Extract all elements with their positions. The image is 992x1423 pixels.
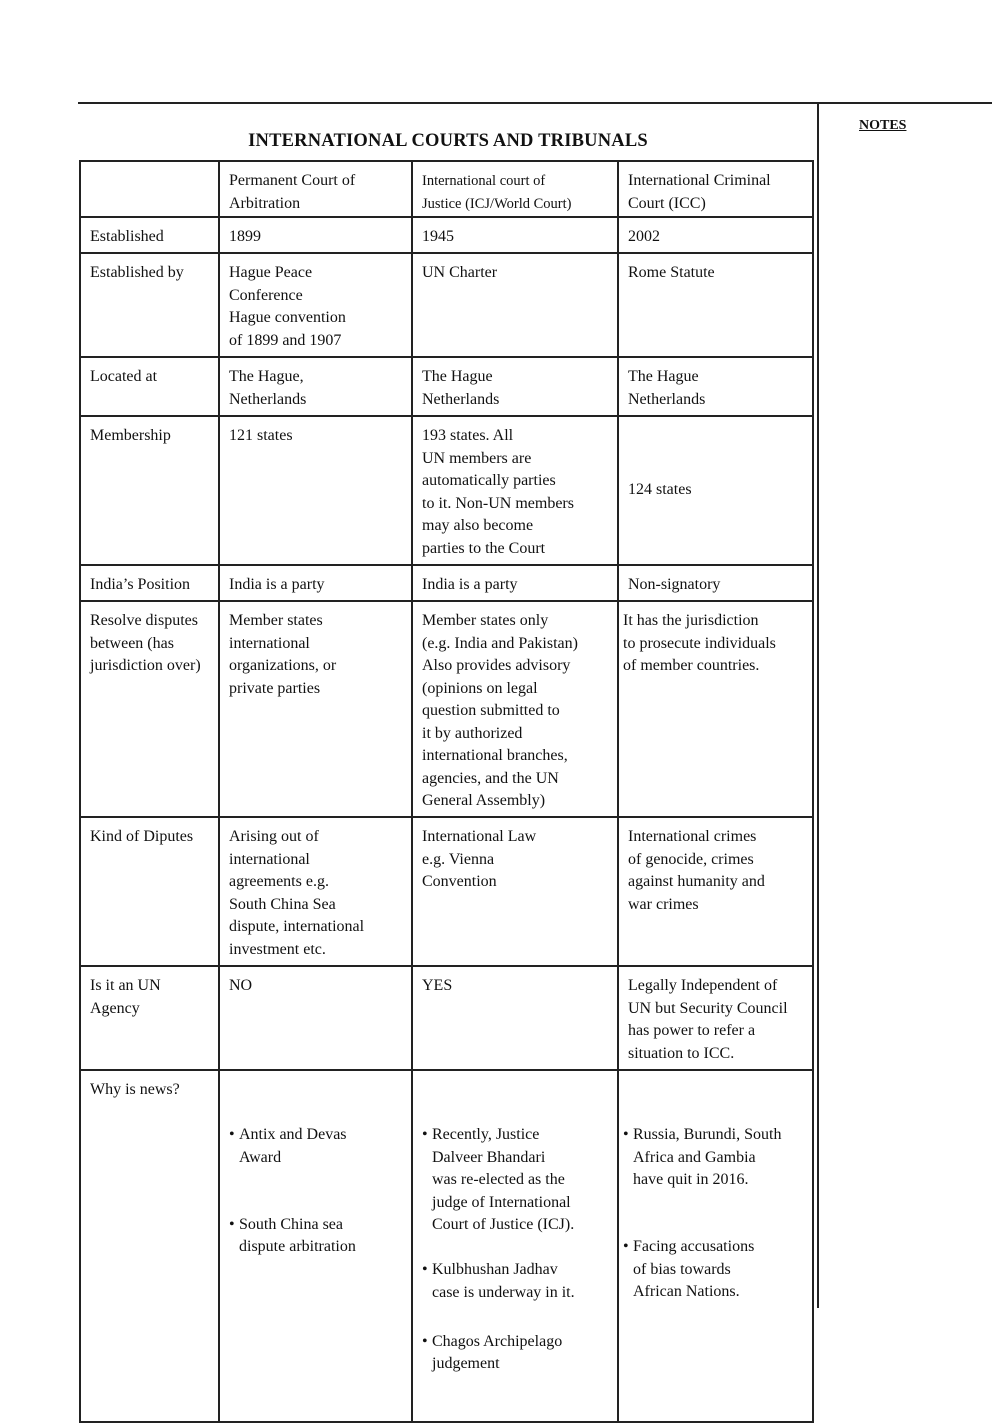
cell-pca: The Hague, Netherlands <box>219 357 412 416</box>
table-row-resolve-disputes <box>80 601 813 817</box>
cell-pca: Arising out of international agreements e.g. South China Sea dispute, international investment etc. <box>219 817 412 966</box>
cell-icc: Non-signatory <box>618 565 813 601</box>
cell-icc: Legally Independent of UN but Security Council has power to refer a situation to ICC. <box>618 966 813 1070</box>
row-label: Membership <box>80 416 219 565</box>
cell-icj: The Hague Netherlands <box>412 357 618 416</box>
cell-icc: 2002 <box>618 217 813 253</box>
table-row-kind-of-disputes <box>80 817 813 966</box>
news-list <box>422 1102 617 1399</box>
row-label: Located at <box>80 357 219 416</box>
table-row-established-by <box>80 253 813 357</box>
table-row-established <box>80 217 813 253</box>
row-label: Established <box>80 217 219 253</box>
cell-icc: International crimes of genocide, crimes against humanity and war crimes <box>618 817 813 966</box>
cell-icc: The Hague Netherlands <box>618 357 813 416</box>
news-list <box>623 1102 812 1327</box>
cell-icc: It has the jurisdiction to prosecute individuals of member countries. <box>618 601 813 817</box>
table-row-located-at <box>80 357 813 416</box>
row-label: India’s Position <box>80 565 219 601</box>
header-pca: Permanent Court of Arbitration <box>219 161 412 217</box>
cell-icc: 124 states <box>618 416 813 565</box>
news-item: • Antix and Devas Award <box>229 1124 407 1169</box>
cell-icj: International Law e.g. Vienna Convention <box>412 817 618 966</box>
row-label: Resolve disputes between (has jurisdiction over) <box>80 601 219 817</box>
courts-comparison-table <box>79 160 814 1423</box>
cell-icc: Rome Statute <box>618 253 813 357</box>
cell-pca: Member states international organizations, or private parties <box>219 601 412 817</box>
table-row-membership <box>80 416 813 565</box>
cell-pca: 1899 <box>219 217 412 253</box>
cell-icj: 1945 <box>412 217 618 253</box>
notes-label: NOTES <box>859 118 907 133</box>
news-item: • Russia, Burundi, South Africa and Gambia have quit in 2016. <box>623 1124 812 1192</box>
header-icc: International Criminal Court (ICC) <box>618 161 813 217</box>
cell-pca: 121 states <box>219 416 412 565</box>
header-icj: International court of Justice (ICJ/World Court) <box>412 161 618 217</box>
cell-pca <box>219 1070 412 1422</box>
table-row-un-agency <box>80 966 813 1070</box>
news-item: • Chagos Archipelago judgement <box>422 1331 617 1376</box>
news-item: • Facing accusations of bias towards African Nations. <box>623 1236 812 1304</box>
table-header-row <box>80 161 813 217</box>
cell-pca: Hague Peace Conference Hague convention of 1899 and 1907 <box>219 253 412 357</box>
table-row-why-in-news <box>80 1070 813 1422</box>
cell-icj: 193 states. All UN members are automatically parties to it. Non-UN members may also become parties to the Court <box>412 416 618 565</box>
cell-pca: India is a party <box>219 565 412 601</box>
cell-icj <box>412 1070 618 1422</box>
cell-icj: UN Charter <box>412 253 618 357</box>
cell-icj: India is a party <box>412 565 618 601</box>
news-item: • Recently, Justice Dalveer Bhandari was re-elected as the judge of International Court of Justice (ICJ). <box>422 1124 617 1237</box>
news-item: • South China sea dispute arbitration <box>229 1214 407 1259</box>
news-item: • Kulbhushan Jadhav case is underway in it. <box>422 1259 617 1304</box>
cell-icj: YES <box>412 966 618 1070</box>
row-label: Established by <box>80 253 219 357</box>
cell-pca: NO <box>219 966 412 1070</box>
cell-icc <box>618 1070 813 1422</box>
table-row-india-position <box>80 565 813 601</box>
row-label: Is it an UN Agency <box>80 966 219 1070</box>
header-cell-empty <box>80 161 219 217</box>
notes-margin-rule <box>817 102 819 1308</box>
cell-icj: Member states only (e.g. India and Pakistan) Also provides advisory (opinions on legal question submitted to it by authorized international branches, agencies, and the UN General Assembly) <box>412 601 618 817</box>
row-label: Kind of Diputes <box>80 817 219 966</box>
row-label: Why is news? <box>80 1070 219 1422</box>
news-list <box>229 1102 407 1282</box>
page-title: INTERNATIONAL COURTS AND TRIBUNALS <box>248 131 648 151</box>
top-rule <box>78 102 992 104</box>
